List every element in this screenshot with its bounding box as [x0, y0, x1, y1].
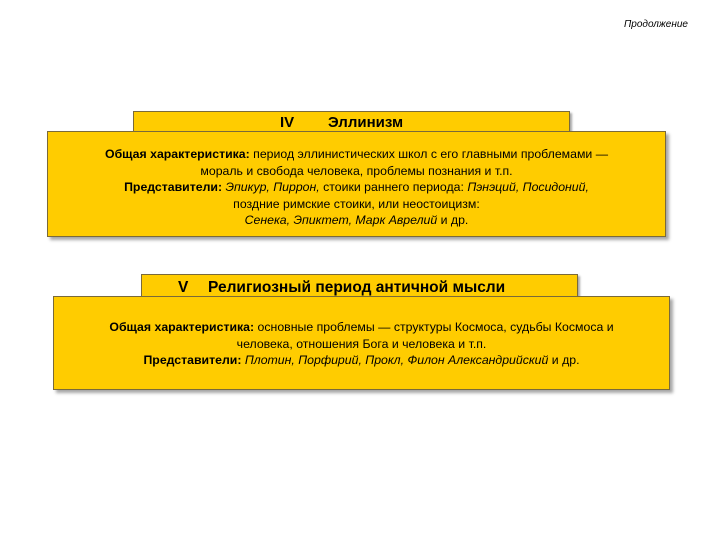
general-text: мораль и свобода человека, проблемы познания и т.п. — [200, 163, 513, 178]
reps-end: и др. — [437, 213, 469, 227]
general-label: Общая характеристика: — [109, 320, 255, 334]
continued-note: Продолжение — [624, 19, 688, 30]
reps-label: Представители: — [124, 180, 223, 194]
section-v-reps-line-1 — [54, 352, 669, 369]
reps-names: Плотин, Порфирий, Прокл, Филон Александрийский — [241, 353, 549, 367]
general-text: человека, отношения Бога и человека и т.п. — [236, 336, 487, 351]
reps-names: Пэнэций, Посидоний, — [463, 180, 589, 194]
section-v-content — [53, 296, 670, 390]
section-iv-reps-line-1 — [48, 179, 665, 196]
reps-label: Представители: — [143, 353, 242, 367]
section-v-general-line-2 — [54, 336, 669, 353]
section-iv-general-line-2 — [48, 163, 665, 180]
section-v-title: Религиозный период античной мысли — [208, 279, 506, 296]
reps-names: Сенека, Эпиктет, Марк Аврелий — [244, 213, 438, 227]
section-v-number: V — [178, 279, 189, 296]
reps-names: Эпикур, Пиррон, — [222, 180, 320, 194]
section-iv-number: IV — [280, 114, 295, 131]
general-text: основные проблемы — структуры Космоса, судьбы Космоса и — [254, 320, 614, 334]
reps-text: поздние римские стоики, или неостоицизм: — [233, 196, 480, 211]
reps-text: стоики раннего периода: — [319, 180, 464, 194]
section-v-general-line-1 — [54, 319, 669, 336]
section-iv-reps-line-2 — [48, 196, 665, 213]
section-iv-general-line-1 — [48, 146, 665, 163]
general-text: период эллинистических школ с его главными проблемами — — [249, 147, 608, 161]
section-iv-content — [47, 131, 666, 237]
section-iv-title: Эллинизм — [328, 114, 404, 131]
section-iv-reps-line-3 — [48, 212, 665, 229]
general-label: Общая характеристика: — [105, 147, 250, 161]
reps-end: и др. — [548, 353, 580, 367]
